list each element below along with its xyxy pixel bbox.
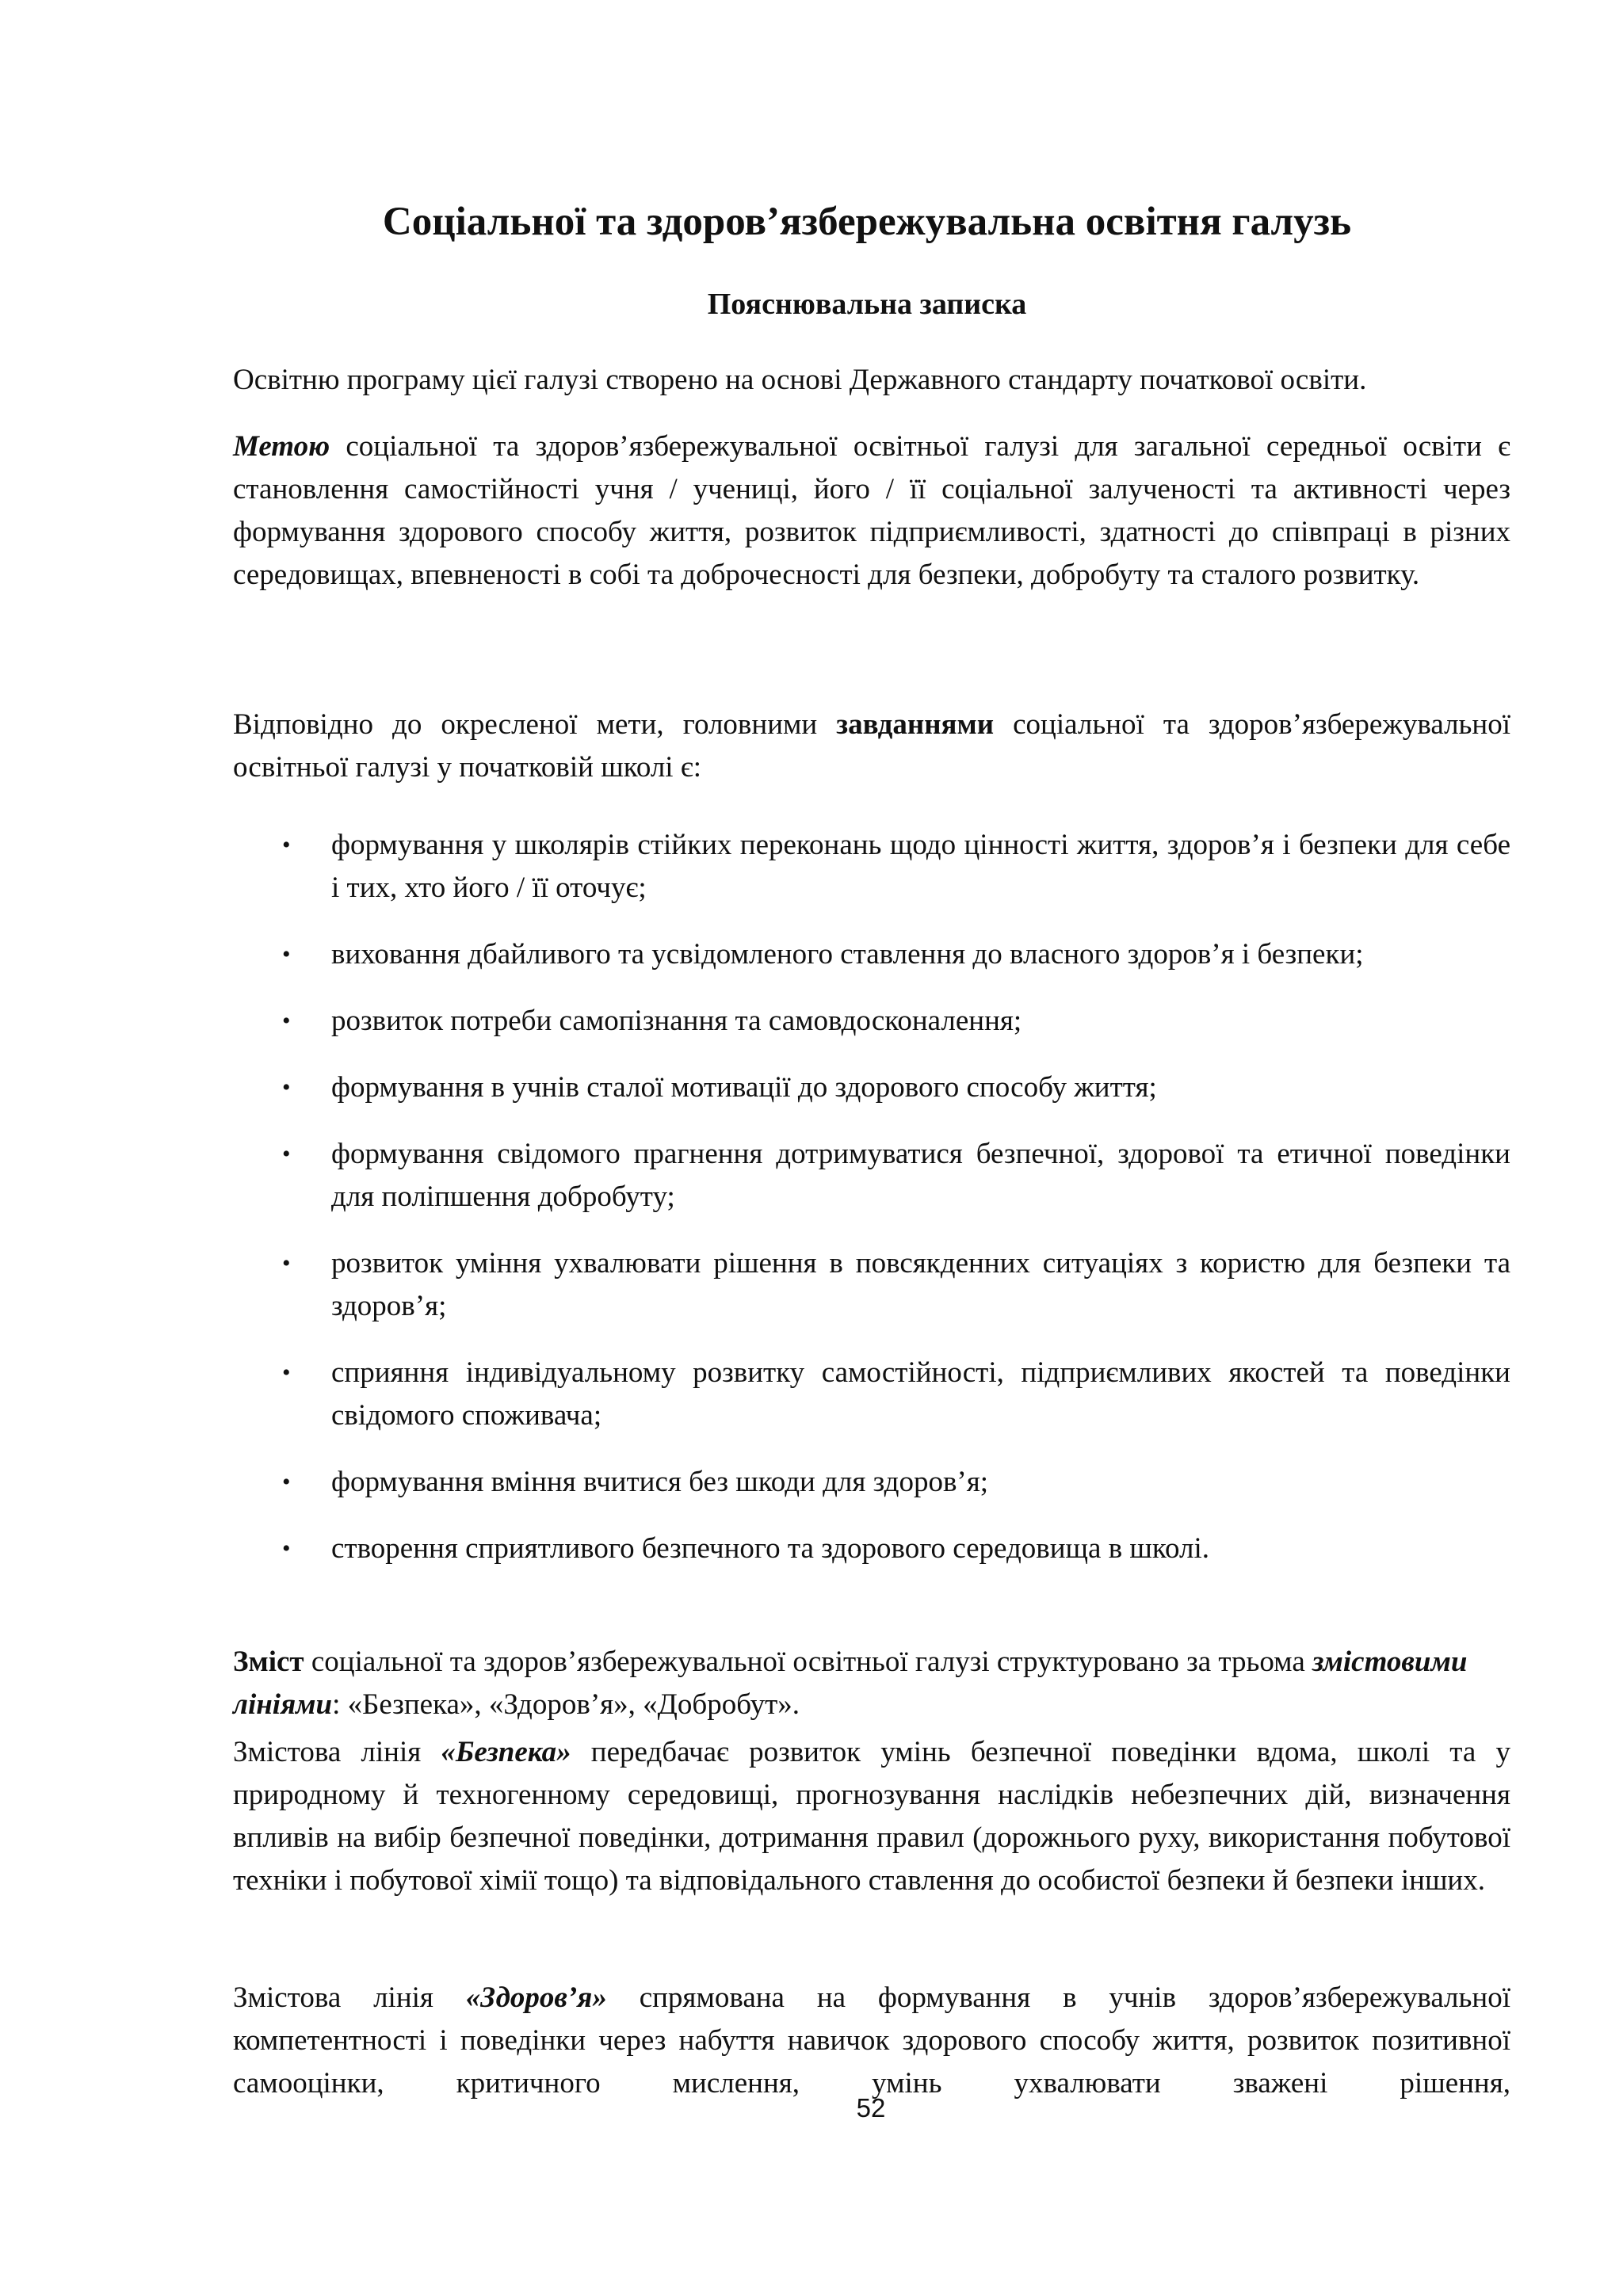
content-intro-middle: соціальної та здоров’язбережувальної освітньої галузі структуровано за трьома: [304, 1646, 1313, 1678]
list-item: [233, 1461, 1510, 1504]
health-line-text: спрямована на формування в учнів здоров’язбережувальної компетентності і поведінки через набуття навичок здорового способу життя, розвиток позитивної самооцінки, критичного мислення, умінь ухвалювати зважені рішення,: [233, 1981, 1510, 2100]
safety-line-text: передбачає розвиток умінь безпечної поведінки вдома, школі та у природному й техногенному середовищі, прогнозування наслідків небезпечних дій, визначення впливів на вибір безпечної поведінки, дотримання правил (дорожнього руху, використання побутової техніки і побутової хімії тощо) та відповідального ставлення до особистої безпеки й безпеки інших.: [233, 1736, 1510, 1897]
list-item-text: виховання дбайливого та усвідомленого ставлення до власного здоров’я і безпеки;: [331, 938, 1364, 971]
tasks-intro-paragraph: [233, 704, 1510, 789]
list-item-text: формування у школярів стійких переконань щодо цінності життя, здоров’я і безпеки для себе і тих, хто його / її оточує;: [331, 829, 1510, 904]
list-item: [233, 1527, 1510, 1570]
goal-paragraph: [233, 425, 1510, 597]
list-item-text: формування свідомого прагнення дотримуватися безпечної, здорової та етичної поведінки для поліпшення добробуту;: [331, 1138, 1510, 1213]
bullet-icon: •: [282, 941, 291, 967]
bullet-icon: •: [282, 1008, 291, 1034]
list-item: [233, 824, 1510, 910]
list-item-text: формування вміння вчитися без шкоди для здоров’я;: [331, 1466, 989, 1498]
content-intro-paragraph: [233, 1641, 1510, 1726]
tasks-intro-before: Відповідно до окресленої мети, головними: [233, 708, 837, 741]
page-subtitle: Пояснювальна записка: [707, 288, 1027, 321]
intro-paragraph: Освітню програму цієї галузі створено на основі Державного стандарту початкової освіти.: [233, 364, 1367, 396]
health-line-paragraph: [233, 1977, 1510, 2105]
safety-line-before: Змістова лінія: [233, 1736, 441, 1768]
list-item: [233, 1000, 1510, 1043]
list-item: [233, 1352, 1510, 1437]
list-item-text: розвиток потреби самопізнання та самовдосконалення;: [331, 1005, 1022, 1037]
bullet-icon: •: [282, 1141, 291, 1167]
goal-lead: Метою: [233, 430, 330, 463]
safety-line-paragraph: [233, 1731, 1510, 1902]
tasks-intro-bold: завданнями: [836, 708, 995, 741]
bullet-icon: •: [282, 1535, 291, 1562]
list-item-text: створення сприятливого безпечного та здорового середовища в школі.: [331, 1532, 1210, 1565]
tasks-intro-after: соціальної та здоров’язбережувальної освітньої галузі у початковій школі є:: [233, 708, 1510, 784]
bullet-icon: •: [282, 1360, 291, 1386]
content-intro-bold-italic: змістовими лініями: [233, 1646, 1468, 1721]
list-item: [233, 1133, 1510, 1219]
content-intro-after: : «Безпека», «Здоров’я», «Добробут».: [332, 1688, 800, 1721]
safety-line-title: «Безпека»: [441, 1736, 571, 1768]
health-line-before: Змістова лінія: [233, 1981, 466, 2014]
page-number: 52: [856, 2093, 886, 2122]
list-item-text: розвиток уміння ухвалювати рішення в повсякденних ситуаціях з користю для безпеки та здоров’я;: [331, 1247, 1510, 1322]
bullet-icon: •: [282, 1250, 291, 1276]
list-item-text: формування в учнів сталої мотивації до здорового способу життя;: [331, 1071, 1157, 1104]
page-title: Соціальної та здоров’язбережувальна освітня галузь: [382, 200, 1352, 244]
bullet-icon: •: [282, 832, 291, 858]
tasks-list: [233, 824, 1510, 1594]
bullet-icon: •: [282, 1074, 291, 1100]
bullet-icon: •: [282, 1469, 291, 1495]
list-item: [233, 1066, 1510, 1109]
content-intro-bold: Зміст: [233, 1646, 304, 1678]
list-item: [233, 933, 1510, 976]
list-item-text: сприяння індивідуальному розвитку самостійності, підприємливих якостей та поведінки свідомого споживача;: [331, 1356, 1510, 1432]
health-line-title: «Здоров’я»: [465, 1981, 607, 2014]
list-item: [233, 1242, 1510, 1328]
goal-text: соціальної та здоров’язбережувальної освітньої галузі для загальної середньої освіти є становлення самостійності учня / учениці, його / її соціальної залученості та активності через формування здорового способу життя, розвиток підприємливості, здатності до співпраці в різних середовищах, впевненості в собі та доброчесності для безпеки, добробуту та сталого розвитку.: [233, 430, 1510, 591]
